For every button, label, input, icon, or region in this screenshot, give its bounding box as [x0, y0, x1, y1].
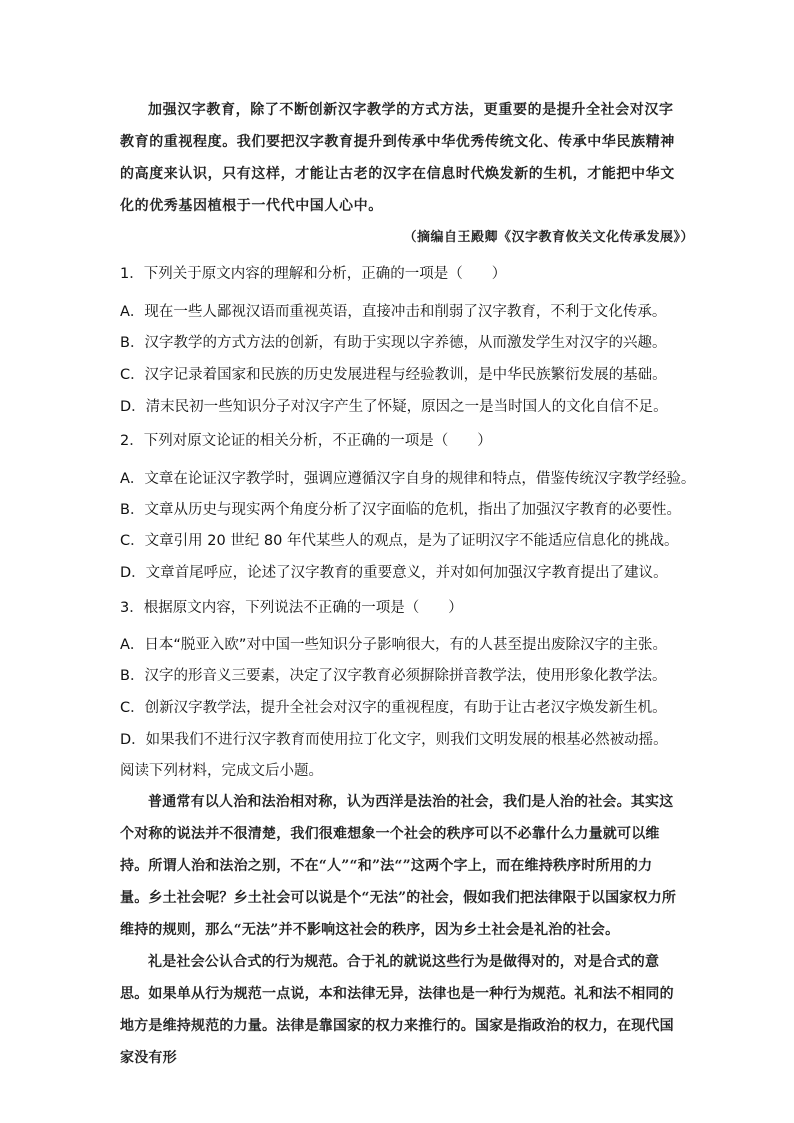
question-1-stem: 1．下列关于原文内容的理解和分析，正确的一项是（ ）	[120, 266, 507, 282]
question-1-option-b: B．汉字教学的方式方法的创新，有助于实现以字养德，从而激发学生对汉字的兴趣。	[120, 335, 667, 351]
question-3-option-d: D．如果我们不进行汉字教育而使用拉丁化文字，则我们文明发展的根基必然被动摇。	[120, 732, 668, 748]
question-3-option-a: A．日本“脱亚入欧”对中国一些知识分子影响很大，有的人甚至提出废除汉字的主张。	[120, 637, 667, 653]
question-3-option-c: C．创新汉字教学法，提升全社会对汉字的重视程度，有助于让古老汉字焕发新生机。	[120, 700, 667, 716]
passage-bottom-paragraph-1: 普通常有以人治和法治相对称，认为西洋是法治的社会，我们是人治的社会。其实这个对称的说法并不很清楚，我们很难想象一个社会的秩序可以不必靠什么力量就可以维持。所谓人治和法治之别，不在“人”“和”法“”这两个字上，而在维持秩序时所用的力量。乡土社会呢？乡土社会可以说是个“无法”的社会，假如我们把法律限于以国家权力所维持的规则，那么“无法”并不影响这社会的秩序，因为乡土社会是礼治的社会。	[120, 794, 677, 938]
passage-bottom-paragraph-2: 礼是社会公认合式的行为规范。合于礼的就说这些行为是做得对的，对是合式的意思。如果单从行为规范一点说，本和法律无异，法律也是一种行为规范。礼和法不相同的地方是维持规范的力量。法律是靠国家的权力来推行的。国家是指政治的权力，在现代国家没有形	[120, 954, 674, 1066]
passage-top-paragraph: 加强汉字教育，除了不断创新汉字教学的方式方法，更重要的是提升全社会对汉字教育的重视程度。我们要把汉字教育提升到传承中华优秀传统文化、传承中华民族精神的高度来认识，只有这样，才能让古老的汉字在信息时代焕发新的生机，才能把中华文化的优秀基因植根于一代代中国人心中。	[120, 102, 675, 214]
passage-source-citation: （摘编自王殿卿《汉字教育攸关文化传承发展》）	[403, 230, 694, 245]
question-3-stem: 3．根据原文内容，下列说法不正确的一项是（ ）	[120, 600, 463, 616]
question-2-option-a: A．文章在论证汉字教学时，强调应遵循汉字自身的规律和特点，借鉴传统汉字教学经验。	[120, 471, 696, 487]
question-2-option-d: D．文章首尾呼应，论述了汉字教育的重要意义，并对如何加强汉字教育提出了建议。	[120, 565, 668, 581]
question-1-option-c: C．汉字记录着国家和民族的历史发展进程与经验教训，是中华民族繁衍发展的基础。	[120, 367, 667, 383]
question-2-option-c: C．文章引用 20 世纪 80 年代某些人的观点，是为了证明汉字不能适应信息化的挑战。	[120, 533, 679, 549]
question-1-option-a: A．现在一些人鄙视汉语而重视英语，直接冲击和削弱了汉字教育，不利于文化传承。	[120, 304, 667, 320]
question-1-option-d: D．清末民初一些知识分子对汉字产生了怀疑，原因之一是当时国人的文化自信不足。	[120, 399, 668, 415]
question-2-stem: 2．下列对原文论证的相关分析，不正确的一项是（ ）	[120, 433, 492, 449]
question-2-option-b: B．文章从历史与现实两个角度分析了汉字面临的危机，指出了加强汉字教育的必要性。	[120, 502, 681, 518]
question-3-option-b: B．汉字的形音义三要素，决定了汉字教育必须摒除拼音教学法，使用形象化教学法。	[120, 668, 667, 684]
reading-instruction: 阅读下列材料，完成文后小题。	[120, 763, 323, 779]
